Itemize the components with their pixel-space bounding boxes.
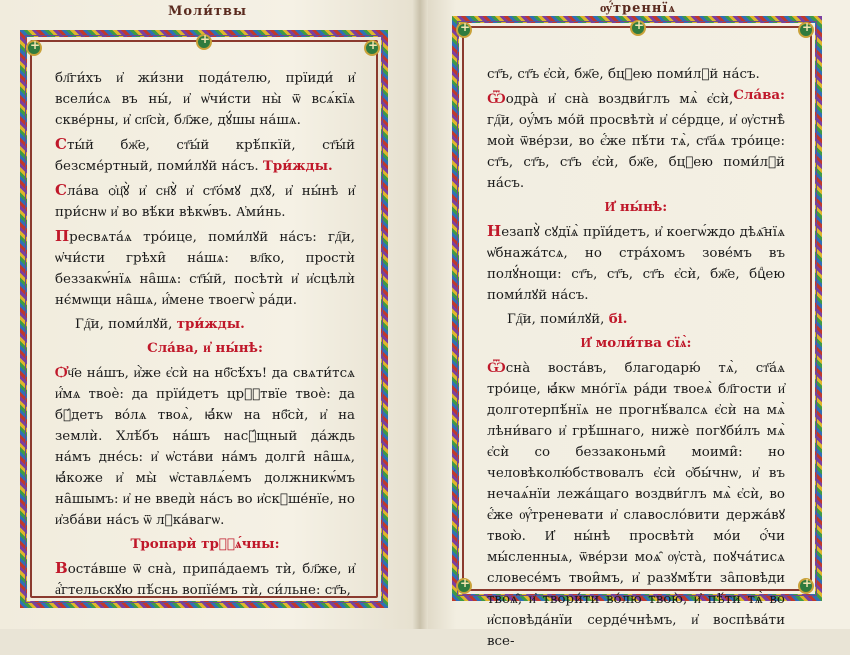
red-initial: В — [55, 559, 68, 577]
cross-medallion-icon — [456, 22, 472, 38]
glory-now-heading — [55, 338, 355, 359]
rubric: бі. — [608, 311, 628, 327]
prayer-paragraph — [487, 357, 785, 652]
paragraph-text: ла́ва ѻ҆ц҃ꙋ̀ и҆ сн҃ꙋ̀ и҆ ст҃о́мꙋ дх҃ꙋ, и҆ ны́нѣ и҆ при́снѡ и҆ во вѣ́ки вѣкѡ́въ. А҆ми́нь. — [55, 184, 355, 220]
cross-medallion-icon — [798, 22, 814, 38]
cross-medallion-icon — [456, 578, 472, 594]
red-initial: С — [55, 181, 67, 199]
rubric: Сла́ва: — [733, 87, 785, 103]
rubric-heading: Тропарѝ трⷪ҇ѧ́чны: — [130, 536, 280, 552]
rubric-heading: И҆ моли́тва сїѧ̀: — [580, 335, 692, 351]
red-initial: Ѻ҆ — [55, 363, 68, 381]
trisagion-paragraph — [55, 134, 355, 177]
left-running-header: Моли́твы — [168, 4, 247, 19]
paragraph-text: ст҃ъ, ст҃ъ є҆сѝ, бж҃е, бцⷣею поми́лꙋй на́съ. — [487, 67, 760, 82]
paragraph-text: оста́вше ѿ сна̀, припа́даемъ тѝ, бл҃же, и҆ а҆́гтельскꙋю пѣ́снь вопїе́мъ тѝ, си́льне: ст҃ъ, — [55, 562, 355, 598]
right-page-text — [487, 64, 785, 655]
paragraph-text: сна̀ воста́въ, благодарю́ тѧ̀, ст҃а́ѧ тро́ице, ꙗ҆́кѡ мно́гїѧ ра́ди твоеѧ̀ бл҃гости и҆ долготерпѣ́нїѧ не прогнѣ́валсѧ є҆сѝ на мѧ̀ лѣни́ваго и҆ грѣ́шнаго, нижѐ погꙋби́лъ мѧ̀ є҆сѝ со беззаконьми̑ моими̑: но человѣколю́бствовалъ є҆сѝ ѻ҆бы́чнѡ, и҆ въ нечаѧ́нїи лежа́щаго воздви́глъ мѧ̀ є҆сѝ, во є҆́же ѹ҆́треневати и҆ славосло́вити держа́вꙋ твою̀. И҆ ны́нѣ просвѣтѝ мо́и ѻ҆́чи мы́сленныѧ, ѿве́рзи моѧ̑ ѹ҆ста̀, поꙋча́тисѧ словесе́мъ твои̑мъ, и҆ разꙋмѣ́ти за̑повѣди твоѧ̑, и҆ твори́ти во́лю твою̀, и҆ пѣ́ти тѧ̀ во и҆сповѣда́нїи серде́чнѣмъ, и҆ воспѣва́ти все- — [487, 361, 785, 649]
cross-medallion-icon — [630, 20, 646, 36]
paragraph-text: езапꙋ̀ сꙋдїѧ̀ прїи́детъ, и҆ коегѡ́ждо дѣѧ҄нїѧ ѡ҆бнажа́тсѧ, но стра́хомъ зове́мъ въ полꙋ́нощи: ст҃ъ, ст҃ъ, ст҃ъ є҆сѝ, бж҃е, бцⷣею поми́лꙋй на́съ. — [487, 225, 785, 303]
troparia-paragraph — [55, 558, 355, 601]
now-heading — [487, 197, 785, 218]
trinity-paragraph — [55, 226, 355, 311]
right-running-header: ѹ҆́треннїѧ — [600, 1, 676, 16]
prayer-heading — [487, 333, 785, 354]
verse-lines — [55, 68, 355, 131]
paragraph-text: Гд҇и, поми́лꙋй, — [75, 317, 173, 332]
paragraph-text: Гд҇и, поми́лꙋй, — [507, 312, 605, 327]
paragraph-text: одра̀ и҆ сна̀ воздви́глъ мѧ̀ є҆сѝ, гд҇и, оу҆́мъ мо́й просвѣтѝ и҆ се́рдце, и҆ ѹ҆стнѣ̀ моѝ ѿве́рзи, во є҆́же пѣ́ти тѧ̀, ст҃а́ѧ тро́ице: ст҃ъ, ст҃ъ, ст҃ъ є҆сѝ, бж҃е, бцⷣею поми́лꙋй на́съ. — [487, 92, 785, 191]
red-initial: Ѿ — [487, 358, 506, 376]
text-line: сп҃сѝ, бл҃же, дꙋ́шы на́шѧ. — [134, 113, 301, 128]
paragraph-text: ресвѧта́ѧ тро́ице, поми́лꙋй на́съ: гд҇и, ѡ҆чи́сти грѣхи̑ на́шѧ: вл҃ко, простѝ беззакѡ́нїѧ на̑шѧ: ст҃ы́й, посѣтѝ и҆ и҆сцѣлѝ нє́мѡщи на̑шѧ, и҆́мене твоегѡ̀ ра́ди. — [55, 230, 355, 308]
paragraph-text: ч҃е на́шъ, и҆̀же є҆сѝ на нб҃сѣ́хъ! да свѧти́тсѧ и҆́мѧ твоѐ: да прїи́детъ црⷭ҇твїе твоѐ: да бꙋ́детъ во́лѧ твоѧ̀, ꙗ҆́кѡ на нб҃сѝ, и҆ на землѝ. Хлѣ́бъ на́шъ насꙋ́щный да́ждь на́мъ дне́сь: и҆ ѡ҆ста́ви на́мъ долги̑ на̑шѧ, ꙗ҆́коже и҆ мы̀ ѡ҆ставлѧ́емъ должникѡ́мъ на̑шымъ: и҆ не введѝ на́съ во и҆скꙋше́нїе, но и҆зба́ви на́съ ѿ лꙋка́вагѡ. — [55, 366, 355, 528]
cross-medallion-icon — [798, 578, 814, 594]
rubric: три́жды. — [176, 316, 245, 332]
text-line: въ ны́, и҆ ѡ҆чи́сти ны̀ ѿ всѧ́кїѧ скве́рны, и҆ — [55, 92, 355, 128]
cross-medallion-icon — [364, 40, 380, 56]
red-initial: Ѿ — [487, 89, 506, 107]
rubric: Три́жды. — [262, 158, 333, 174]
red-initial: Н — [487, 222, 502, 240]
red-initial: С — [55, 135, 67, 153]
judge-paragraph — [487, 221, 785, 306]
lord-mercy-line — [487, 309, 785, 330]
rubric-heading: И҆ ны́нѣ: — [604, 199, 668, 215]
cross-medallion-icon — [196, 34, 212, 50]
left-page-text — [55, 68, 355, 604]
glory-paragraph — [55, 180, 355, 223]
text-line: бл҃ги́хъ и҆ жи́зни пода́телю, прїиди́ и҆ всели́сѧ — [55, 71, 355, 107]
red-initial: П — [55, 227, 70, 245]
opening-line — [487, 64, 785, 103]
rubric-heading: Сла́ва, и҆ ны́нѣ: — [147, 340, 263, 356]
troparia-heading — [55, 534, 355, 555]
cross-medallion-icon — [26, 40, 42, 56]
our-father-paragraph — [55, 362, 355, 531]
lord-mercy-line — [55, 314, 355, 335]
book-gutter — [412, 0, 428, 629]
paragraph-text: ты́й бж҃е, ст҃ы́й крѣ́пкїй, ст҃ы́й безсме́ртный, поми́лꙋй на́съ. — [55, 138, 355, 174]
